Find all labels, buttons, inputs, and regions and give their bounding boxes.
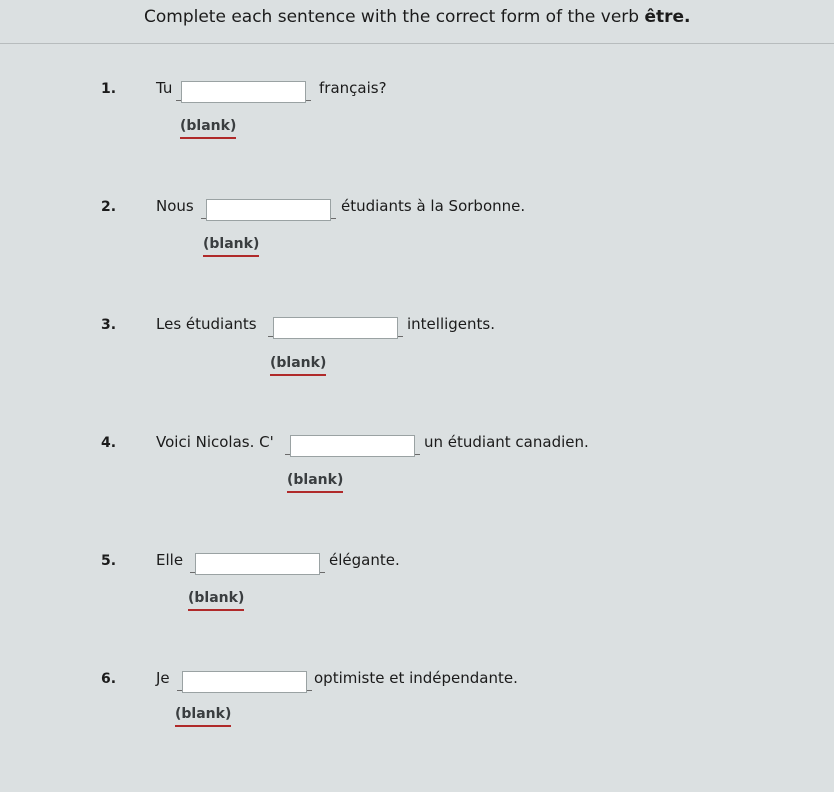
answer-input-3[interactable] bbox=[273, 317, 398, 339]
blank-label: (blank) bbox=[270, 355, 326, 376]
item-number: 4. bbox=[101, 435, 117, 451]
blank-right-tick bbox=[415, 454, 420, 455]
blank-label: (blank) bbox=[175, 706, 231, 727]
sentence-start: Je bbox=[156, 669, 170, 687]
instructions-header bbox=[0, 0, 834, 44]
sentence-start: Elle bbox=[156, 551, 184, 569]
answer-input-4[interactable] bbox=[290, 435, 415, 457]
sentence-start: Voici Nicolas. C' bbox=[156, 433, 274, 451]
item-number: 2. bbox=[101, 199, 117, 215]
blank-right-tick bbox=[331, 218, 336, 219]
answer-input-6[interactable] bbox=[182, 671, 307, 693]
answer-input-2[interactable] bbox=[206, 199, 331, 221]
sentence-end: optimiste et indépendante. bbox=[314, 669, 518, 687]
sentence-start: Les étudiants bbox=[156, 315, 257, 333]
item-number: 6. bbox=[101, 671, 117, 687]
target-verb: être. bbox=[644, 7, 691, 27]
sentence-end: étudiants à la Sorbonne. bbox=[341, 197, 526, 215]
instructions-title bbox=[144, 7, 691, 27]
answer-input-1[interactable] bbox=[181, 81, 306, 103]
item-number: 5. bbox=[101, 553, 117, 569]
blank-label: (blank) bbox=[203, 236, 259, 257]
blank-label: (blank) bbox=[188, 590, 244, 611]
blank-right-tick bbox=[398, 336, 403, 337]
blank-right-tick bbox=[306, 100, 311, 101]
sentence-end: un étudiant canadien. bbox=[424, 433, 589, 451]
answer-input-5[interactable] bbox=[195, 553, 320, 575]
item-number: 3. bbox=[101, 317, 117, 333]
instructions-text: Complete each sentence with the correct form of the verb bbox=[144, 7, 640, 27]
blank-right-tick bbox=[320, 572, 325, 573]
sentence-end: élégante. bbox=[329, 551, 400, 569]
sentence-end: intelligents. bbox=[407, 315, 496, 333]
sentence-start: Nous bbox=[156, 197, 194, 215]
item-number: 1. bbox=[101, 81, 117, 97]
sentence-end: français? bbox=[319, 79, 387, 97]
blank-label: (blank) bbox=[180, 118, 236, 139]
blank-right-tick bbox=[307, 690, 312, 691]
blank-label: (blank) bbox=[287, 472, 343, 493]
sentence-start: Tu bbox=[156, 79, 173, 97]
